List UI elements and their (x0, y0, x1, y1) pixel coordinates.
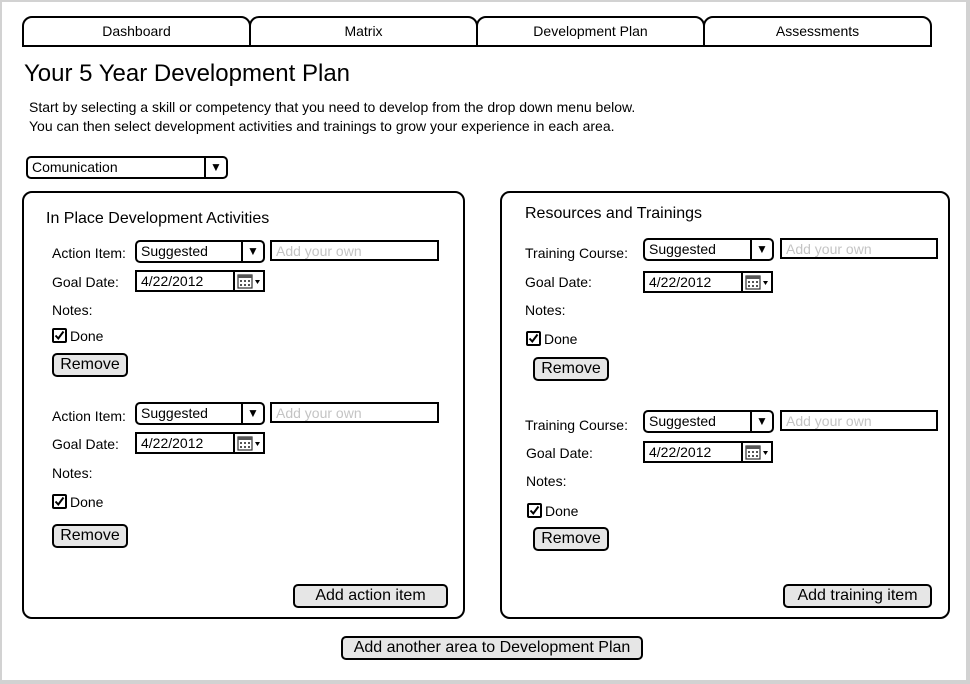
done-checkbox[interactable] (52, 328, 67, 343)
action-item-label: Action Item: (52, 245, 126, 261)
panel-title: Resources and Trainings (525, 205, 702, 222)
chevron-down-icon: ▼ (241, 404, 263, 423)
notes-label: Notes: (52, 302, 93, 318)
remove-button[interactable]: Remove (533, 527, 609, 551)
goal-date-label: Goal Date: (525, 274, 592, 290)
calendar-icon[interactable] (741, 273, 771, 291)
checkmark-icon (529, 505, 540, 516)
resources-trainings-panel (500, 191, 950, 619)
training-course-select-value: Suggested (649, 241, 716, 257)
goal-date-label: Goal Date: (526, 445, 593, 461)
goal-date-value: 4/22/2012 (649, 444, 712, 460)
tab-assessments[interactable]: Assessments (703, 16, 932, 47)
training-course-label: Training Course: (525, 417, 628, 433)
add-own-input[interactable] (780, 410, 938, 431)
action-item-select-value: Suggested (141, 405, 208, 421)
done-label: Done (545, 503, 579, 519)
chevron-down-icon: ▼ (204, 158, 226, 177)
done-label: Done (544, 331, 578, 347)
goal-date-value: 4/22/2012 (141, 435, 204, 451)
development-activities-panel (22, 191, 465, 619)
add-action-item-button[interactable]: Add action item (293, 584, 448, 608)
action-item-select[interactable] (135, 240, 265, 263)
chevron-down-icon: ▼ (241, 242, 263, 261)
tab-dashboard[interactable]: Dashboard (22, 16, 251, 47)
goal-date-picker[interactable] (135, 270, 265, 292)
skill-select-value: Comunication (32, 159, 118, 175)
training-course-select-value: Suggested (649, 413, 716, 429)
remove-button[interactable]: Remove (533, 357, 609, 381)
goal-date-label: Goal Date: (52, 274, 119, 290)
done-checkbox[interactable] (527, 503, 542, 518)
goal-date-value: 4/22/2012 (141, 273, 204, 289)
intro-line-2: You can then select development activities and trainings to grow your experience in each area. (29, 118, 615, 134)
add-area-button[interactable]: Add another area to Development Plan (341, 636, 643, 660)
checkmark-icon (54, 496, 65, 507)
goal-date-picker[interactable] (643, 441, 773, 463)
page-title: Your 5 Year Development Plan (24, 60, 351, 87)
action-item-select-value: Suggested (141, 243, 208, 259)
calendar-icon[interactable] (741, 443, 771, 461)
calendar-icon[interactable] (233, 434, 263, 452)
chevron-down-icon: ▼ (750, 240, 772, 259)
goal-date-picker[interactable] (135, 432, 265, 454)
training-course-select[interactable] (643, 410, 774, 433)
tab-bar (22, 16, 932, 47)
skill-select[interactable] (26, 156, 228, 179)
action-item-select[interactable] (135, 402, 265, 425)
intro-text (29, 98, 635, 136)
notes-label: Notes: (526, 473, 567, 489)
chevron-down-icon: ▼ (750, 412, 772, 431)
add-own-input[interactable] (780, 238, 938, 259)
notes-label: Notes: (52, 465, 93, 481)
done-label: Done (70, 494, 104, 510)
training-course-select[interactable] (643, 238, 774, 261)
action-item-label: Action Item: (52, 408, 126, 424)
done-label: Done (70, 328, 104, 344)
intro-line-1: Start by selecting a skill or competency that you need to develop from the drop down menu below. (29, 99, 636, 115)
checkmark-icon (528, 333, 539, 344)
goal-date-value: 4/22/2012 (649, 274, 712, 290)
goal-date-picker[interactable] (643, 271, 773, 293)
goal-date-label: Goal Date: (52, 436, 119, 452)
panel-title: In Place Development Activities (46, 210, 270, 227)
notes-label: Notes: (525, 302, 566, 318)
done-checkbox[interactable] (52, 494, 67, 509)
done-checkbox[interactable] (526, 331, 541, 346)
calendar-icon[interactable] (233, 272, 263, 290)
add-training-item-button[interactable]: Add training item (783, 584, 932, 608)
add-own-input[interactable] (270, 240, 439, 261)
remove-button[interactable]: Remove (52, 524, 128, 548)
tab-matrix[interactable]: Matrix (249, 16, 478, 47)
tab-development-plan[interactable]: Development Plan (476, 16, 705, 47)
remove-button[interactable]: Remove (52, 353, 128, 377)
checkmark-icon (54, 330, 65, 341)
training-course-label: Training Course: (525, 245, 628, 261)
add-own-input[interactable] (270, 402, 439, 423)
